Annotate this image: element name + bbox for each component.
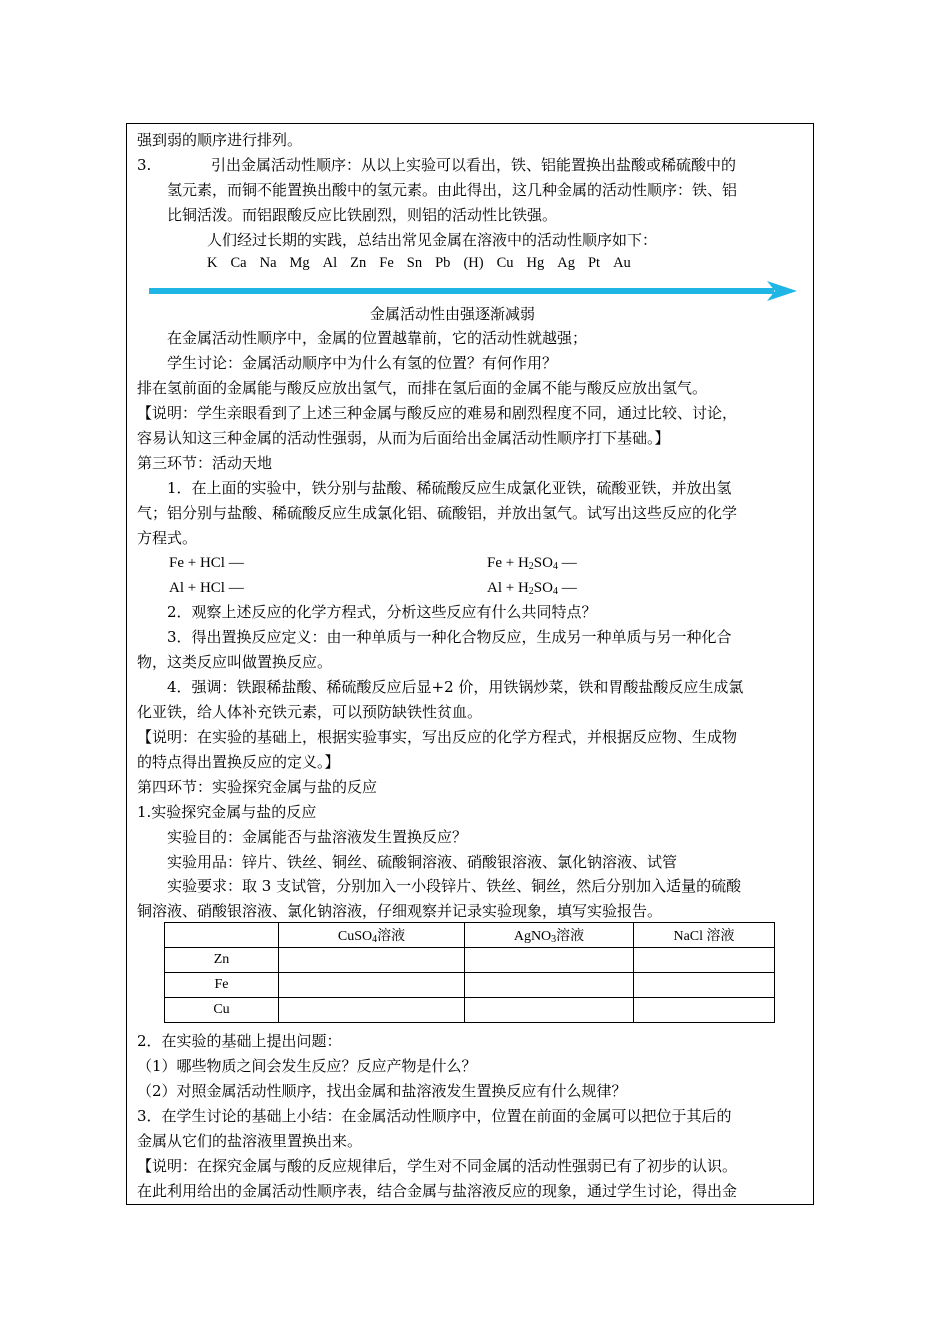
text-line: 4．强调：铁跟稀盐酸、稀硫酸反应后显+2 价，用铁锅炒菜，铁和胃酸盐酸反应生成氯 [167,678,744,696]
text-line: 1．在上面的实验中，铁分别与盐酸、稀硫酸反应生成氯化亚铁，硫酸亚铁，并放出氢 [167,479,732,497]
text-line: 实验用品：锌片、铁丝、铜丝、硫酸铜溶液、硝酸银溶液、氯化钠溶液、试管 [167,853,678,871]
table-header-row [165,923,775,948]
list-number: 3. [137,156,152,174]
metal-symbol: Al [322,255,338,271]
text-line: 引出金属活动性顺序：从以上实验可以看出，铁、铝能置换出盐酸或稀硫酸中的 [211,156,737,174]
activity-arrow [149,279,799,303]
text-line: 排在氢前面的金属能与酸反应放出氢气，而排在氢后面的金属不能与酸反应放出氢气。 [137,379,708,397]
equation: $Al + H_2SO_4$ — [487,580,577,597]
text-line: 金属从它们的盐溶液里置换出来。 [137,1132,363,1150]
metal-symbol: Au [613,255,631,271]
metal-symbol: Ag [557,255,575,271]
metal-symbol: Pt [587,255,601,271]
table-cell[interactable] [634,973,775,998]
metal-symbol: Hg [526,255,545,271]
metal-symbol: Ca [230,255,247,271]
text-line: 3．得出置换反应定义：由一种单质与一种化合物反应，生成另一种单质与另一种化合 [167,628,732,646]
metal-symbol: Na [259,255,277,271]
text-line: 氢元素，而铜不能置换出酸中的氢元素。由此得出，这几种金属的活动性顺序：铁、铝 [167,181,738,199]
table-cell[interactable] [279,948,465,973]
table-cell[interactable] [634,948,775,973]
table-row [165,973,775,998]
text-line: 物，这类反应叫做置换反应。 [137,653,333,671]
arrow-caption: 金属活动性由强逐渐减弱 [370,305,536,323]
table-cell[interactable] [465,973,634,998]
text-line: 强到弱的顺序进行排列。 [137,131,303,149]
text-line: 1.实验探究金属与盐的反应 [137,803,317,821]
equation: $Fe + H_2SO_4$ — [487,555,577,572]
metal-symbol: Cu [496,255,514,271]
table-cell[interactable] [279,998,465,1023]
text-line: 【说明：在实验的基础上，根据实验事实，写出反应的化学方程式，并根据反应物、生成物 [137,728,738,746]
text-line: 在金属活动性顺序中，金属的位置越靠前，它的活动性就越强； [167,329,588,347]
metal-symbol: K [207,255,218,271]
table-cell[interactable] [465,948,634,973]
experiment-report-table [164,922,775,1023]
text-line: 容易认知这三种金属的活动性强弱，从而为后面给出金属活动性顺序打下基础。】 [137,429,670,447]
section-heading: 第四环节：实验探究金属与盐的反应 [137,778,378,796]
metal-symbol: Sn [406,255,423,271]
table-row [165,998,775,1023]
table-row [165,948,775,973]
equation: Al + HCl — [169,580,244,596]
section-heading: 第三环节：活动天地 [137,454,273,472]
table-cell[interactable] [634,998,775,1023]
text-line: 2．在实验的基础上提出问题： [137,1032,342,1050]
metal-symbol: Mg [289,255,310,271]
table-header-cell: CuSO$_4$溶液 [279,923,465,948]
metal-symbol: Zn [350,255,367,271]
metal-symbol: Fe [379,255,394,271]
text-line: 3．在学生讨论的基础上小结：在金属活动性顺序中，位置在前面的金属可以把位于其后的 [137,1107,732,1125]
metal-symbol: (H) [463,255,484,271]
text-line: 化亚铁，给人体补充铁元素，可以预防缺铁性贫血。 [137,703,483,721]
text-line: 学生讨论：金属活动顺序中为什么有氢的位置？有何作用？ [167,354,558,372]
metal-activity-series [207,255,644,272]
table-cell [165,923,279,948]
table-cell[interactable] [465,998,634,1023]
row-label: Cu [165,998,279,1023]
row-label: Fe [165,973,279,998]
text-line: 铜溶液、硝酸银溶液、氯化钠溶液，仔细观察并记录实验现象，填写实验报告。 [137,902,663,920]
equation: Fe + HCl — [169,555,244,571]
text-line: （1）哪些物质之间会发生反应？反应产物是什么？ [137,1057,477,1075]
text-line: 比铜活泼。而铝跟酸反应比铁剧烈，则铝的活动性比铁强。 [167,206,558,224]
text-line: 实验要求：取 3 支试管，分别加入一小段锌片、铁丝、铜丝，然后分别加入适量的硫酸 [167,877,742,895]
text-line: 方程式。 [137,529,198,547]
text-line: 人们经过长期的实践，总结出常见金属在溶液中的活动性顺序如下： [207,231,658,249]
content-frame [126,123,814,1205]
table-header-cell: AgNO$_3$溶液 [465,923,634,948]
text-line: 的特点得出置换反应的定义。】 [137,753,340,771]
table-cell[interactable] [279,973,465,998]
text-line: 在此利用给出的金属活动性顺序表，结合金属与盐溶液反应的现象，通过学生讨论，得出金 [137,1182,738,1200]
row-label: Zn [165,948,279,973]
text-line: （2）对照金属活动性顺序，找出金属和盐溶液发生置换反应有什么规律？ [137,1082,627,1100]
text-line: 【说明：在探究金属与酸的反应规律后，学生对不同金属的活动性强弱已有了初步的认识。 [137,1157,738,1175]
text-line: 实验目的：金属能否与盐溶液发生置换反应？ [167,828,468,846]
table-header-cell: NaCl 溶液 [634,923,775,948]
metal-symbol: Pb [435,255,451,271]
text-line: 【说明：学生亲眼看到了上述三种金属与酸反应的难易和剧烈程度不同，通过比较、讨论， [137,404,738,422]
text-line: 2．观察上述反应的化学方程式，分析这些反应有什么共同特点？ [167,603,597,621]
text-line: 气；铝分别与盐酸、稀硫酸反应生成氯化铝、硫酸铝，并放出氢气。试写出这些反应的化学 [137,504,738,522]
